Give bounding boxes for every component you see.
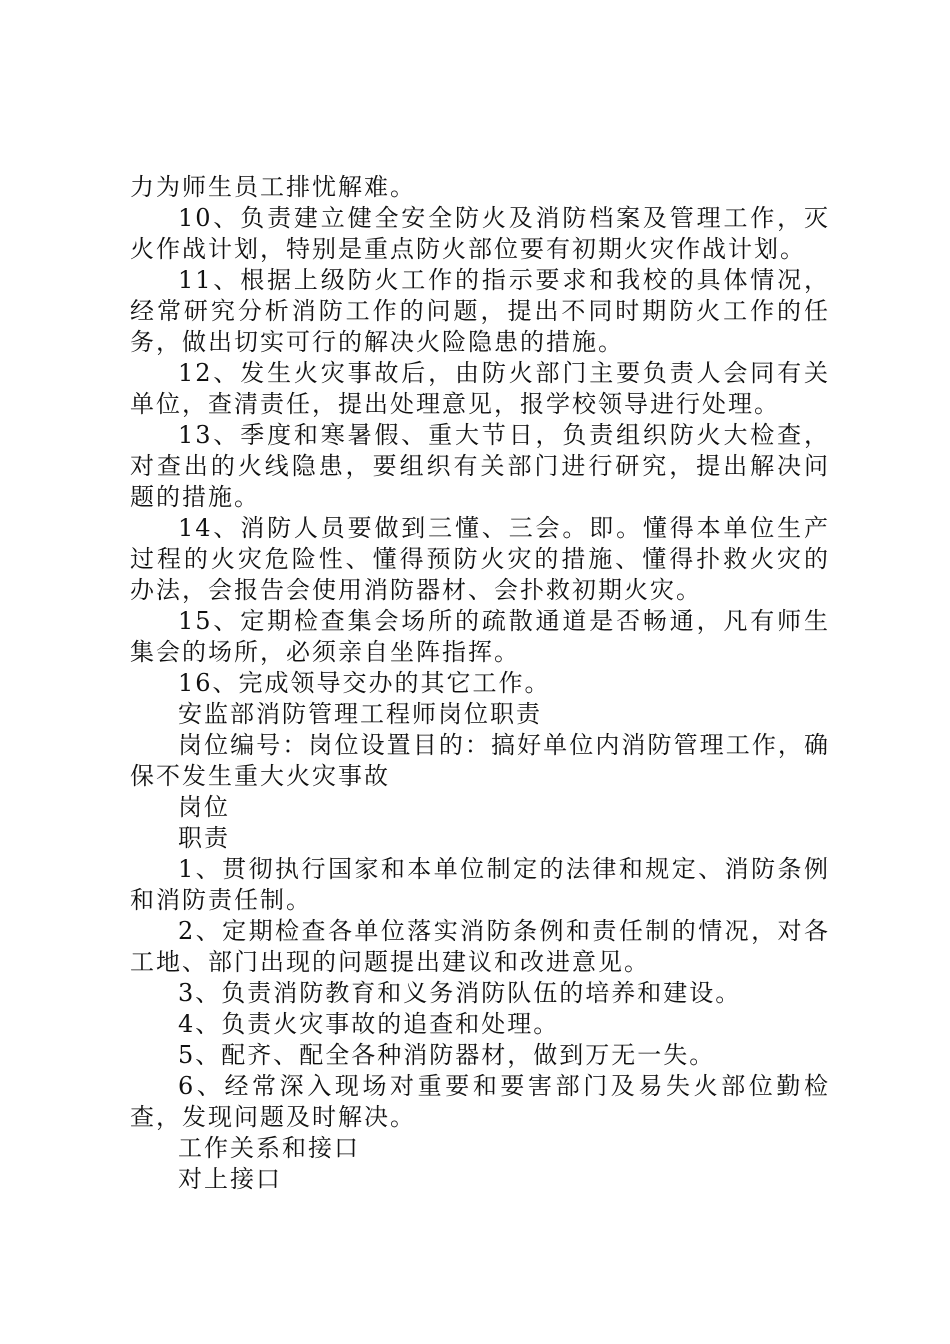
label-position: 岗位: [178, 793, 230, 821]
label-work-relations: 工作关系和接口: [178, 1134, 360, 1162]
paragraph-item-15: 15、定期检查集会场所的疏散通道是否畅通，凡有师生集会的场所，必须亲自坐阵指挥。: [130, 607, 830, 666]
duty-item-4: 4、负责火灾事故的追查和处理。: [178, 1010, 560, 1038]
position-info: 岗位编号：岗位设置目的：搞好单位内消防管理工作，确保不发生重大火灾事故: [130, 731, 830, 790]
paragraph-item-13: 13、季度和寒暑假、重大节日，负责组织防火大检查，对查出的火线隐患，要组织有关部门进行研究，提出解决问题的措施。: [130, 421, 830, 511]
paragraph-item-14: 14、消防人员要做到三懂、三会。即。懂得本单位生产过程的火灾危险性、懂得预防火灾的措施、懂得扑救火灾的办法，会报告会使用消防器材、会扑救初期火灾。: [130, 514, 830, 604]
paragraph-item-16: 16、完成领导交办的其它工作。: [178, 669, 551, 697]
section-heading: 安监部消防管理工程师岗位职责: [178, 700, 542, 728]
document-body: [130, 172, 830, 1195]
paragraph-item-11: 11、根据上级防火工作的指示要求和我校的具体情况，经常研究分析消防工作的问题，提出不同时期防火工作的任务，做出切实可行的解决火险隐患的措施。: [130, 266, 830, 356]
label-duties: 职责: [178, 824, 230, 852]
label-upward-interface: 对上接口: [178, 1165, 282, 1193]
duty-item-3: 3、负责消防教育和义务消防队伍的培养和建设。: [178, 979, 742, 1007]
duty-item-6: 6、经常深入现场对重要和要害部门及易失火部位勤检查，发现问题及时解决。: [130, 1072, 830, 1131]
paragraph-item-10: 10、负责建立健全安全防火及消防档案及管理工作，灭火作战计划，特别是重点防火部位要有初期火灾作战计划。: [130, 204, 830, 263]
duty-item-1: 1、贯彻执行国家和本单位制定的法律和规定、消防条例和消防责任制。: [130, 855, 830, 914]
paragraph-item-12: 12、发生火灾事故后，由防火部门主要负责人会同有关单位，查清责任，提出处理意见，报学校领导进行处理。: [130, 359, 830, 418]
duty-item-2: 2、定期检查各单位落实消防条例和责任制的情况，对各工地、部门出现的问题提出建议和改进意见。: [130, 917, 830, 976]
paragraph-continuation: 力为师生员工排忧解难。: [130, 173, 416, 201]
duty-item-5: 5、配齐、配全各种消防器材，做到万无一失。: [178, 1041, 716, 1069]
